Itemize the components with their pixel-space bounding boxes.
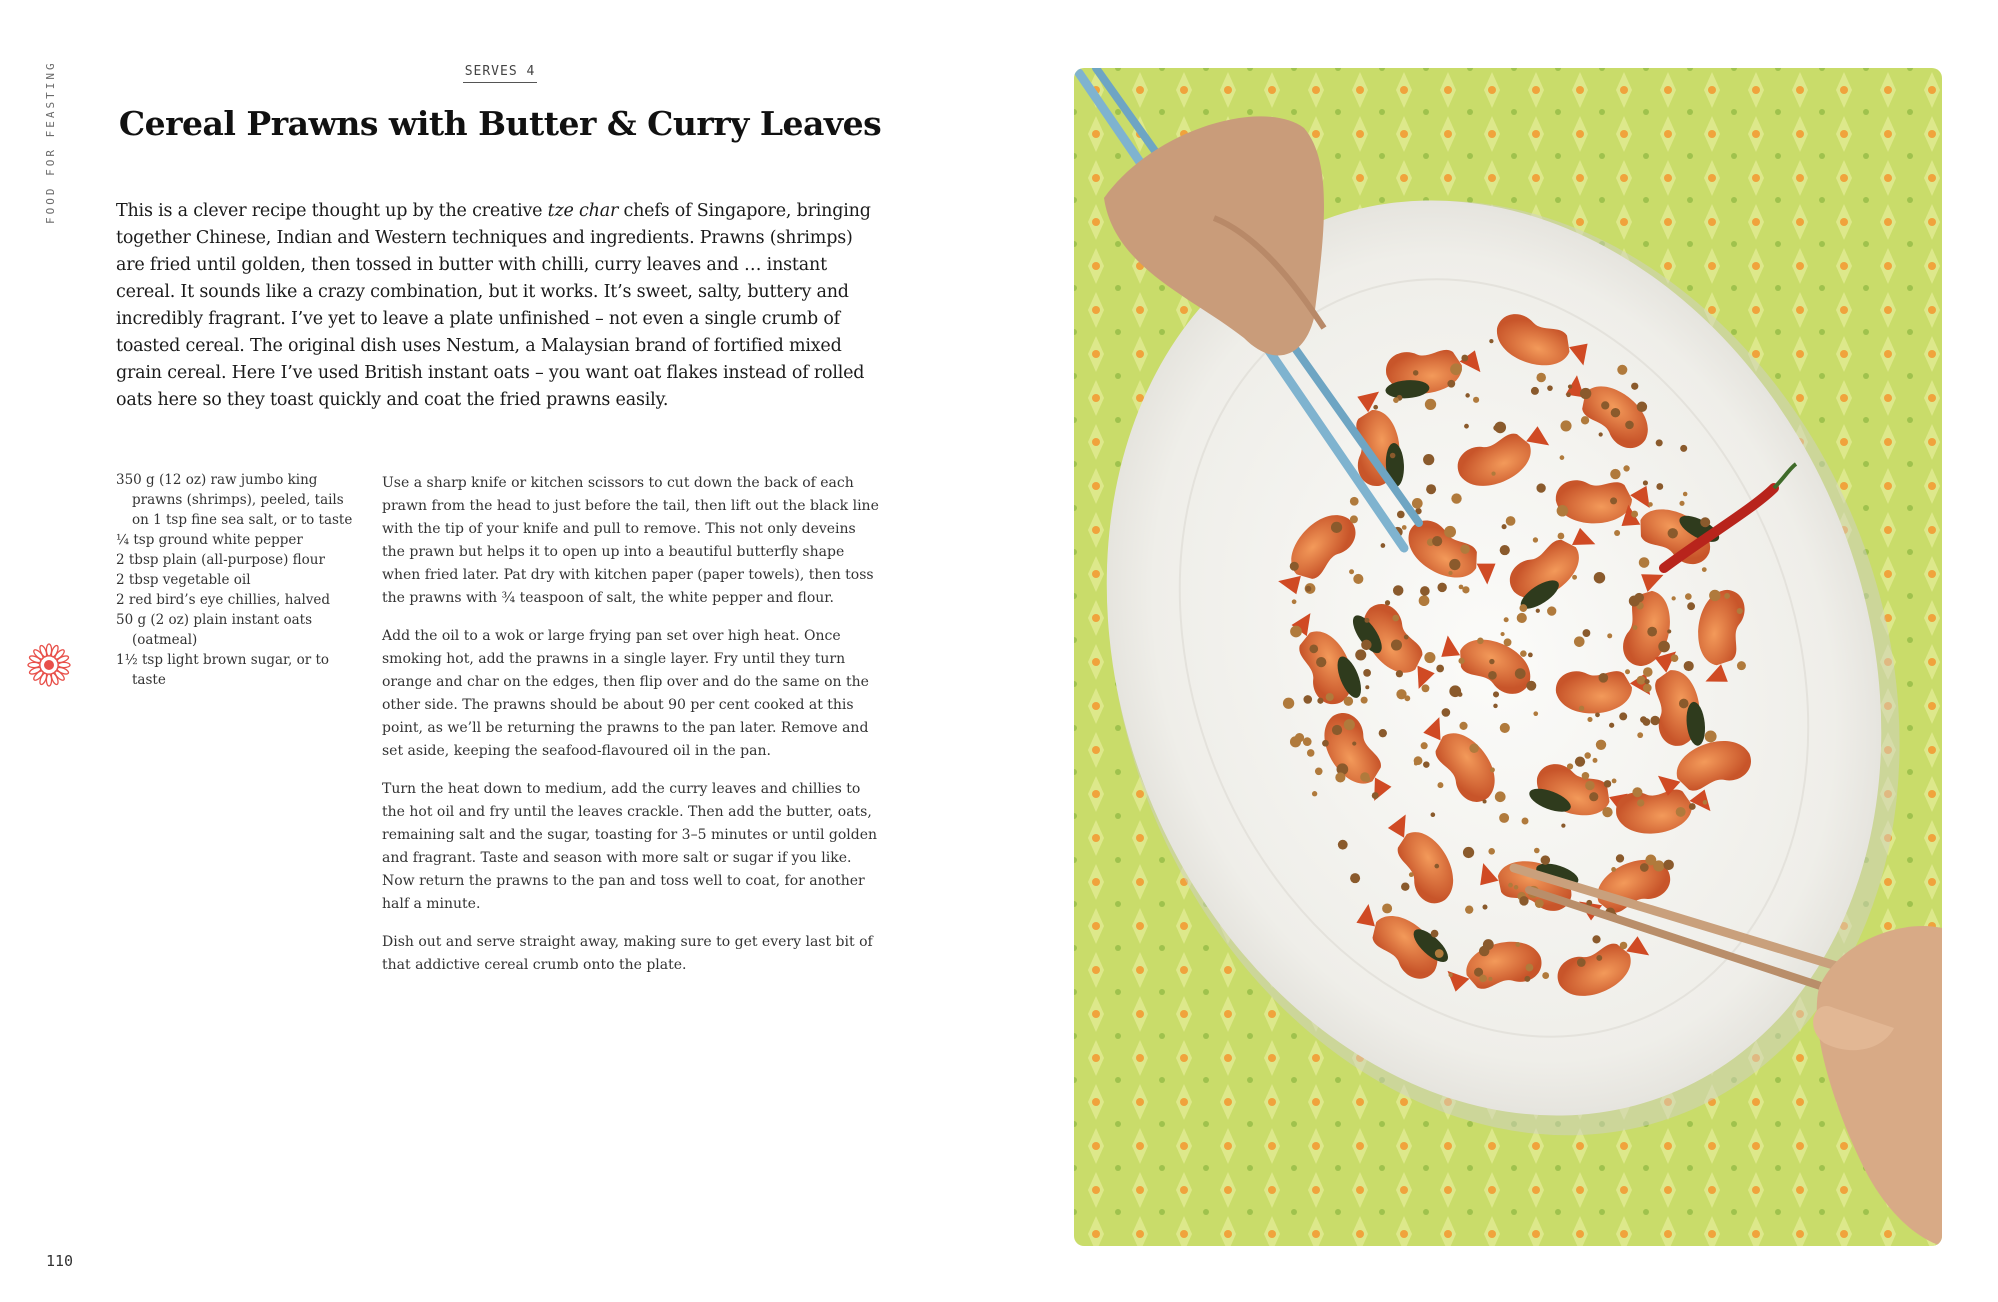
ingredient-item: 2 tbsp vegetable oil — [116, 572, 251, 588]
method-step: Turn the heat down to medium, add the curry leaves and chillies to the hot oil and fry until the leaves crackle. Then add the butter, oats, remaining salt and the sugar, toasting for 3–5 minutes or until golden and fragrant. Taste and season with more salt or sugar if you like. Now return the prawns to the pan and toss well to coat, for another half a minute. — [382, 781, 878, 912]
intro-italic-term: tze char — [547, 201, 619, 221]
ingredient-item: 1½ tsp light brown sugar, or to taste — [116, 652, 329, 688]
serves-text: SERVES 4 — [463, 64, 538, 83]
ingredient-item: 350 g (12 oz) raw jumbo king prawns (shrimps), peeled, tails on 1 tsp fine sea salt, or to taste — [116, 472, 353, 528]
ingredient-item: 2 tbsp plain (all-purpose) flour — [116, 552, 325, 568]
intro-text-end: chefs of Singapore, bringing together Chinese, Indian and Western techniques and ingredients. Prawns (shrimps) are fried until golden, then tossed in butter with chilli, curry leaves and … instant cereal. It sounds like a crazy combination, but it works. It’s sweet, salty, buttery and incredibly fragrant. I’ve yet to leave a plate unfinished – not even a single crumb of toasted cereal. The original dish uses Nestum, a Malaysian brand of fortified mixed grain cereal. Here I’ve used British instant oats – you want oat flakes instead of rolled oats here so they toast quickly and coat the fried prawns easily. — [116, 201, 871, 410]
method-step: Dish out and serve straight away, making sure to get every last bit of that addictive cereal crumb onto the plate. — [382, 934, 873, 973]
intro-text-start: This is a clever recipe thought up by the creative — [116, 201, 548, 221]
ingredient-item: 50 g (2 oz) plain instant oats (oatmeal) — [116, 612, 313, 648]
method-step: Use a sharp knife or kitchen scissors to cut down the back of each prawn from the head to just before the tail, then lift out the black line with the tip of your knife and pull to remove. This not only deveins the prawn but helps it to open up into a beautiful butterfly shape when fried later. Pat dry with kitchen paper (paper towels), then toss the prawns with ¾ teaspoon of salt, the white pepper and flour. — [382, 475, 879, 606]
recipe-title: Cereal Prawns with Butter & Curry Leaves — [118, 104, 882, 143]
ingredient-list — [116, 470, 356, 690]
serves-label — [420, 64, 580, 79]
flower-ornament-icon — [24, 640, 74, 690]
ingredient-item: 2 red bird’s eye chillies, halved — [116, 592, 331, 608]
page-number: 110 — [46, 1252, 74, 1270]
recipe-intro — [116, 198, 886, 414]
photo-illustration — [1074, 68, 1942, 1246]
ingredient-item: ¼ tsp ground white pepper — [116, 532, 303, 548]
method-steps — [382, 472, 882, 992]
recipe-photo — [1074, 68, 1942, 1246]
running-head: FOOD FOR FEASTING — [44, 60, 57, 224]
method-step: Add the oil to a wok or large frying pan set over high heat. Once smoking hot, add the prawns in a single layer. Fry until they turn orange and char on the edges, then flip over and do the same on the other side. The prawns should be about 90 per cent cooked at this point, as we’ll be returning the prawns to the pan later. Remove and set aside, keeping the seafood-flavoured oil in the pan. — [382, 628, 869, 759]
